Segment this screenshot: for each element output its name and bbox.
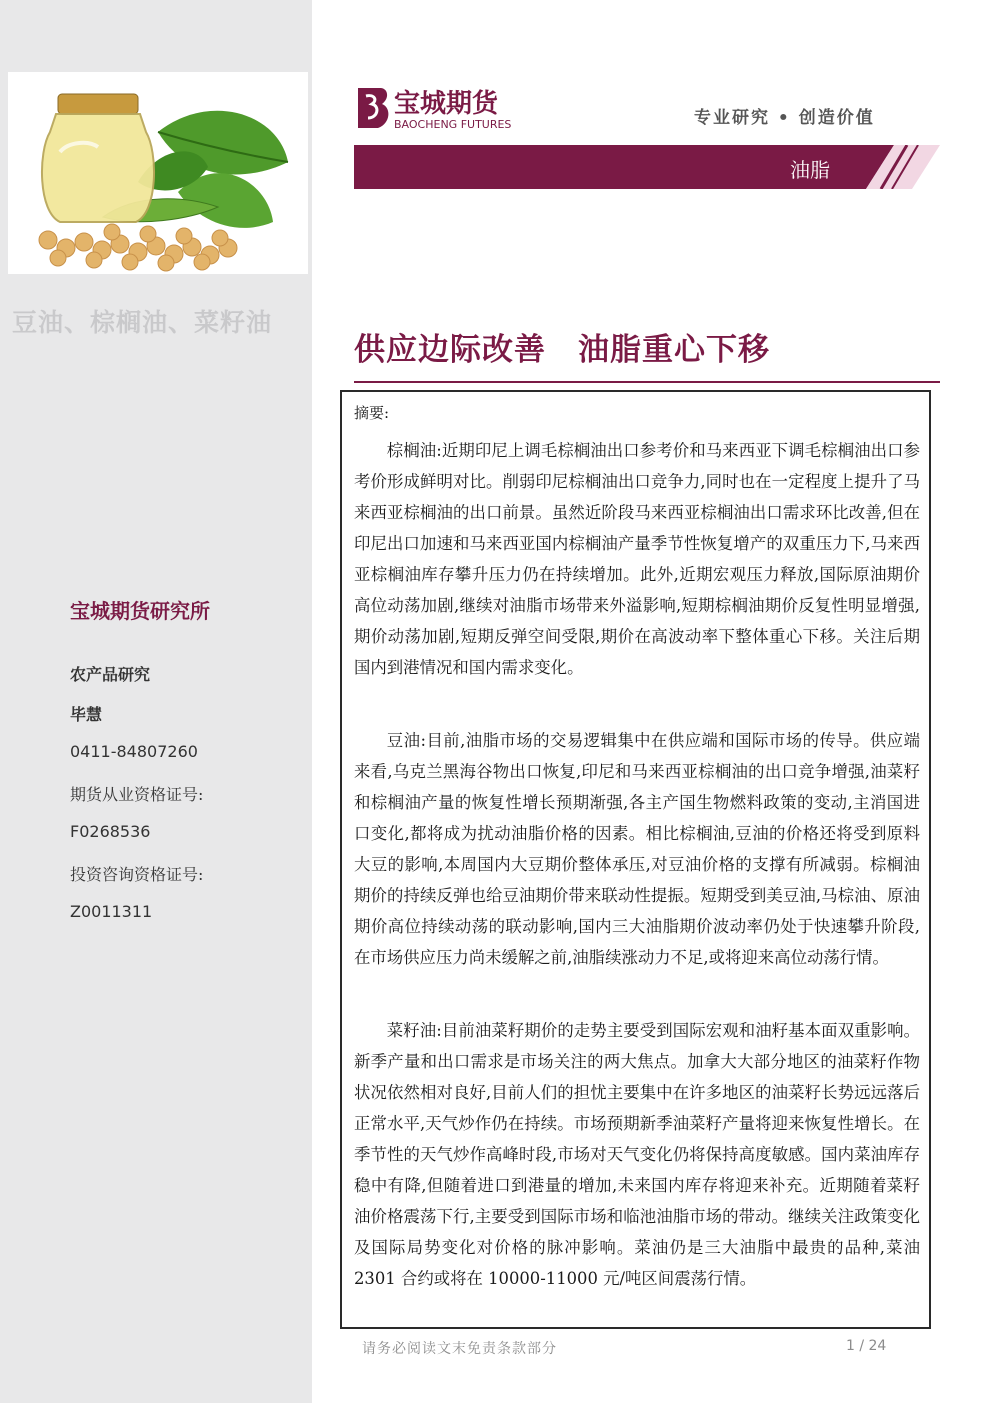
brand-cn: 宝城期货 [394,89,499,119]
analyst-name: 毕慧 [70,705,103,724]
invest-license-label: 投资咨询资格证号: [70,865,204,884]
product-photo [8,72,308,274]
summary-label: 摘要: [354,404,390,422]
report-subject: 豆油、棕榈油、菜籽油 [12,308,273,337]
license-number: F0268536 [70,822,151,841]
summary-rapeseed-oil: 菜籽油:目前油菜籽期价的走势主要受到国际宏观和油籽基本面双重影响。新季产量和出口需求是市场关注的两大焦点。加拿大大部分地区的油菜籽作物状况依然相对良好,目前人们的担忧主要集中在许多地区的油菜籽长势远远落后正常水平,天气炒作仍在持续。市场预期新季油菜籽产量将迎来恢复性增长。在季节性的天气炒作高峰时段,市场对天气变化仍将保持高度敏感。国内菜油库存稳中有降,但随着进口到港量的增加,未来国内库存将迎来补充。近期随着菜籽油价格震荡下行,主要受到国际市场和临池油脂市场的带动。继续关注政策变化及国际局势变化对价格的脉冲影响。菜油仍是三大油脂中最贵的品种,菜油 2301 合约或将在 10000-11000 元/吨区间震荡行情。 [354,1021,920,1288]
license-label: 期货从业资格证号: [70,785,204,804]
department: 农产品研究 [70,665,151,684]
invest-license-number: Z0011311 [70,902,153,921]
phone-number: 0411-84807260 [70,742,198,761]
slogan: 专业研究 • 创造价值 [694,108,875,128]
brand-en: BAOCHENG FUTURES [394,118,512,131]
research-institute: 宝城期货研究所 [70,599,210,623]
baocheng-logo [354,84,524,132]
sidebar [0,0,312,1403]
report-headline: 供应边际改善 油脂重心下移 [354,332,770,368]
headline-divider [354,381,940,383]
category-label: 油脂 [790,158,830,182]
summary-palm-oil: 棕榈油:近期印尼上调毛棕榈油出口参考价和马来西亚下调毛棕榈油出口参考价形成鲜明对比。削弱印尼棕榈油出口竞争力,同时也在一定程度上提升了马来西亚棕榈油的出口前景。虽然近阶段马来西亚棕榈油出口需求环比改善,但在印尼出口加速和马来西亚国内棕榈油产量季节性恢复增产的双重压力下,马来西亚棕榈油库存攀升压力仍在持续增加。此外,近期宏观压力释放,国际原油期价高位动荡加剧,继续对油脂市场带来外溢影响,短期棕榈油期价反复性明显增强,期价动荡加剧,短期反弹空间受限,期价在高波动率下整体重心下移。关注后期国内到港情况和国内需求变化。 [354,441,920,677]
category-banner [354,145,940,189]
page-number: 1 / 24 [846,1338,887,1354]
summary-soybean-oil: 豆油:目前,油脂市场的交易逻辑集中在供应端和国际市场的传导。供应端来看,乌克兰黑海谷物出口恢复,印尼和马来西亚棕榈油的出口竞争增强,油菜籽和棕榈油产量的恢复性增长预期渐强,各主产国生物燃料政策的变动,主消国进口变化,都将成为扰动油脂价格的因素。相比棕榈油,豆油的价格还将受到原料大豆的影响,本周国内大豆期价整体承压,对豆油价格的支撑有所减弱。棕榈油期价的持续反弹也给豆油期价带来联动性提振。短期受到美豆油,马棕油、原油期价高位持续动荡的联动影响,国内三大油脂期价波动率仍处于快速攀升阶段,在市场供应压力尚未缓解之前,油脂续涨动力不足,或将迎来高位动荡行情。 [354,731,920,967]
disclaimer-note: 请务必阅读文末免责条款部分 [362,1341,557,1357]
